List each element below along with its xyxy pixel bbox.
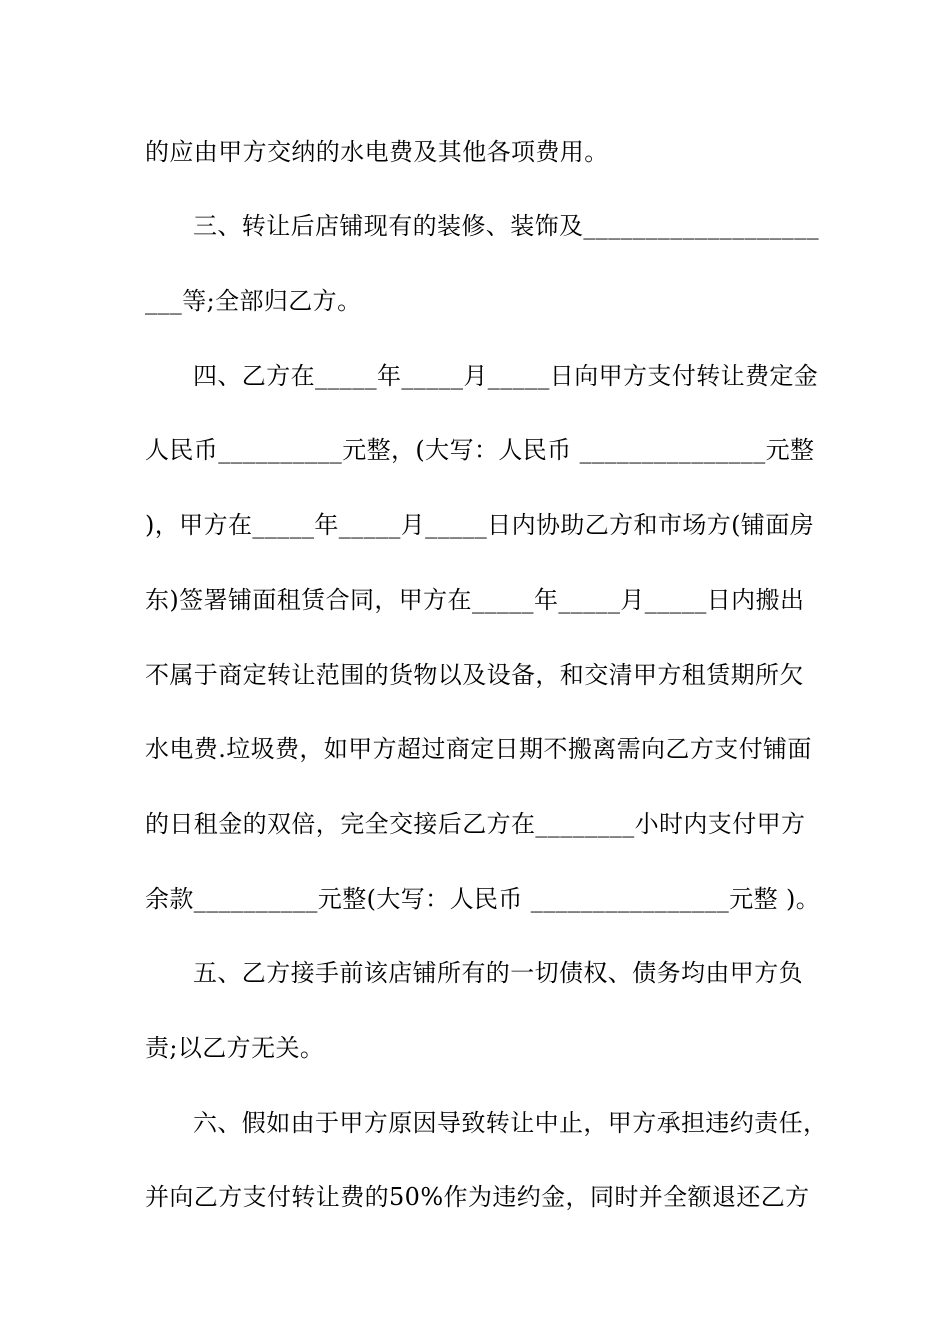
clause-4-line: 四、乙方在_____年_____月_____日向甲方支付转让费定金 — [193, 362, 819, 390]
clause-5-line: 五、乙方接手前该店铺所有的一切债权、债务均由甲方负 — [193, 959, 803, 987]
clause-4-line: )，甲方在_____年_____月_____日内协助乙方和市场方(铺面房 — [145, 511, 815, 539]
clause-3-line: 三、转让后店铺现有的装修、装饰及___________________ — [193, 212, 819, 240]
clause-4-line: 不属于商定转让范围的货物以及设备，和交清甲方租赁期所欠 — [145, 661, 804, 689]
clause-4-line: 余款__________元整(大写：人民币 ________________元整 )。 — [145, 885, 821, 913]
clause-4-line: 东)签署铺面租赁合同，甲方在_____年_____月_____日内搬出 — [145, 586, 805, 614]
clause-3-line: ___等;全部归乙方。 — [145, 287, 362, 315]
clause-4-line: 水电费.垃圾费，如甲方超过商定日期不搬离需向乙方支付铺面 — [145, 735, 812, 763]
clause-6-line: 六、假如由于甲方原因导致转让中止，甲方承担违约责任， — [193, 1109, 828, 1137]
clause-5-line: 责;以乙方无关。 — [145, 1034, 325, 1062]
clause-4-line: 的日租金的双倍，完全交接后乙方在________小时内支付甲方 — [145, 810, 806, 838]
clause-4-line: 人民币__________元整，(大写：人民币 _______________元整 — [145, 436, 815, 464]
paragraph-line: 的应由甲方交纳的水电费及其他各项费用。 — [145, 138, 609, 166]
clause-6-line: 并向乙方支付转让费的50%作为违约金，同时并全额退还乙方 — [145, 1183, 810, 1211]
